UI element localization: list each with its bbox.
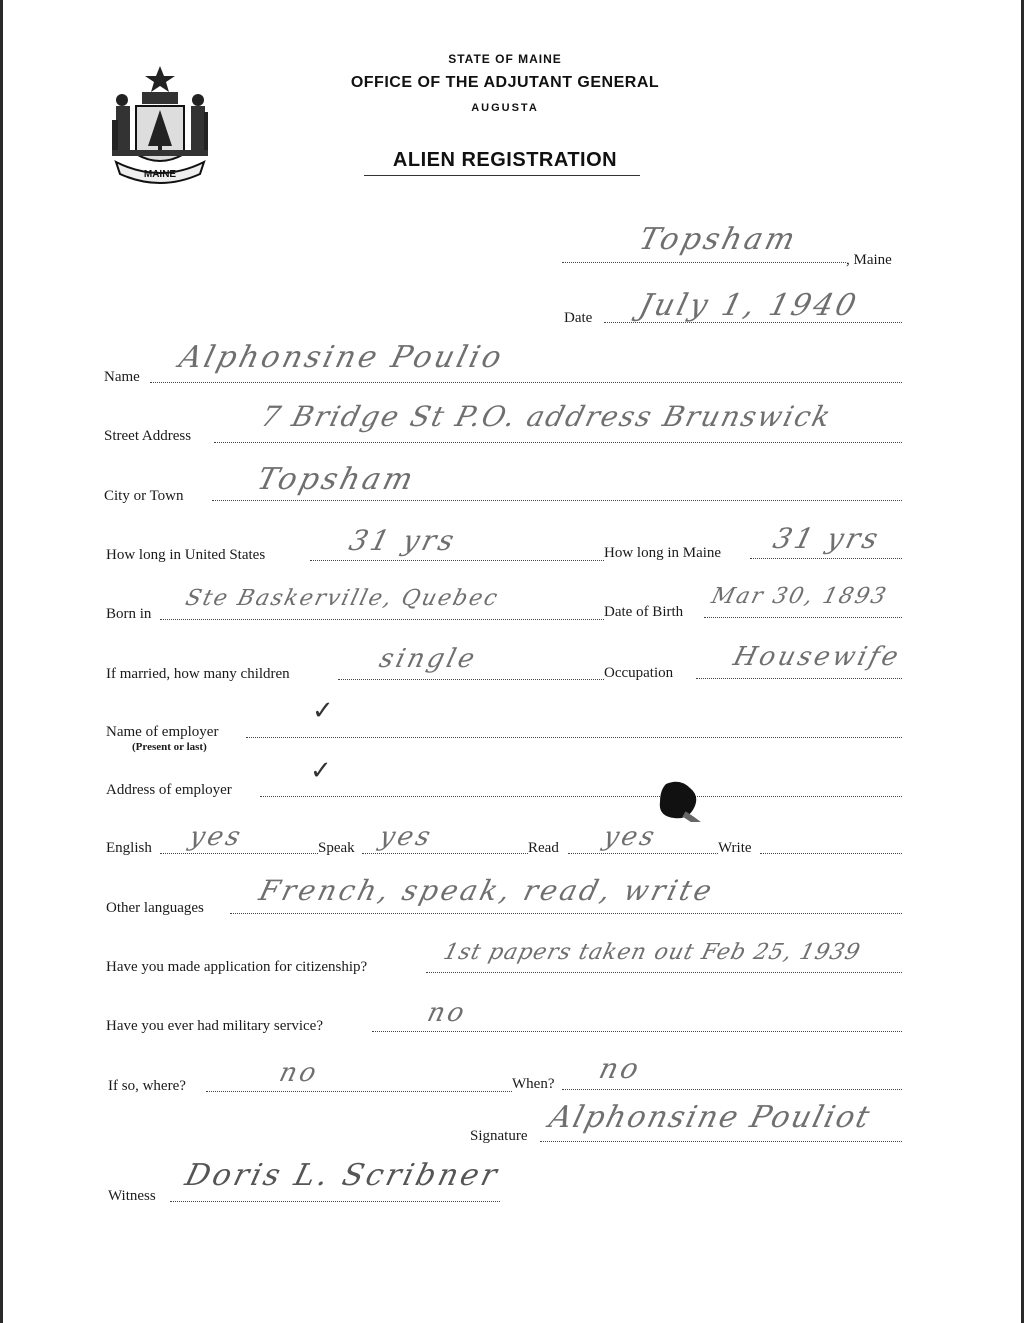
us-duration-value: 31 yrs — [345, 524, 461, 557]
birthplace-value: Ste Baskerville, Quebec — [182, 586, 502, 611]
other-languages-value: French, speak, read, write — [255, 874, 718, 907]
read-label: Read — [528, 840, 559, 856]
children-line — [338, 679, 604, 680]
date-label: Date — [564, 310, 593, 326]
dob-line — [704, 617, 902, 618]
where-value: no — [276, 1058, 323, 1088]
witness-line — [170, 1201, 500, 1202]
street-label: Street Address — [104, 428, 192, 444]
maine-duration-value: 31 yrs — [769, 522, 885, 555]
date-value: July 1, 1940 — [635, 288, 863, 323]
employer-address-check-mark: ✓ — [310, 756, 332, 786]
city-line — [212, 500, 902, 501]
state-heading: STATE OF MAINE — [448, 52, 562, 66]
us-duration-label: How long in United States — [106, 547, 266, 563]
street-line — [214, 442, 902, 443]
ink-blot — [654, 780, 702, 822]
write-label: Write — [718, 840, 752, 856]
english-line — [160, 853, 318, 854]
city-heading: AUGUSTA — [471, 102, 539, 114]
where-line — [206, 1091, 512, 1092]
dob-value: Mar 30, 1893 — [708, 584, 891, 609]
dob-label: Date of Birth — [604, 604, 684, 620]
us-duration-line — [310, 560, 604, 561]
other-languages-label: Other languages — [106, 900, 204, 916]
when-value: no — [595, 1052, 646, 1085]
city-value: Topsham — [253, 462, 420, 497]
children-label: If married, how many children — [106, 666, 290, 682]
speak-label: Speak — [318, 840, 355, 856]
english-label: English — [106, 840, 152, 856]
military-value: no — [424, 998, 471, 1028]
witness-label: Witness — [108, 1188, 156, 1204]
maine-state-seal — [102, 62, 218, 190]
employer-check-mark: ✓ — [312, 696, 334, 726]
street-value: 7 Bridge St P.O. address Brunswick — [257, 400, 836, 433]
name-value: Alphonsine Poulio — [175, 340, 508, 375]
military-label: Have you ever had military service? — [106, 1018, 323, 1034]
title-underline — [364, 175, 640, 176]
employer-sub-label: (Present or last) — [132, 741, 207, 753]
signature-line — [540, 1141, 902, 1142]
citizenship-line — [426, 972, 902, 973]
town-suffix: , Maine — [846, 252, 892, 268]
form-title: ALIEN REGISTRATION — [392, 149, 618, 171]
employer-address-label: Address of employer — [106, 782, 232, 798]
write-line — [760, 853, 902, 854]
when-label: When? — [512, 1076, 555, 1092]
birthplace-line — [160, 619, 604, 620]
read-value: yes — [600, 822, 661, 852]
city-label: City or Town — [104, 488, 184, 504]
seal-banner-text: MAINE — [143, 169, 177, 180]
office-heading: OFFICE OF THE ADJUTANT GENERAL — [350, 74, 660, 91]
children-value: single — [376, 644, 481, 674]
english-value: yes — [186, 822, 247, 852]
citizenship-value: 1st papers taken out Feb 25, 1939 — [440, 940, 864, 965]
speak-line — [362, 853, 528, 854]
speak-value: yes — [376, 822, 437, 852]
maine-duration-line — [750, 558, 902, 559]
town-value: Topsham — [635, 222, 802, 257]
occupation-value: Housewife — [730, 642, 905, 672]
town-line — [562, 262, 846, 263]
read-line — [568, 853, 718, 854]
military-line — [372, 1031, 902, 1032]
signature-value: Alphonsine Pouliot — [545, 1100, 875, 1135]
birthplace-label: Born in — [106, 606, 152, 622]
witness-value: Doris L. Scribner — [181, 1158, 504, 1193]
other-languages-line — [230, 913, 902, 914]
employer-address-line — [260, 796, 902, 797]
signature-label: Signature — [470, 1128, 528, 1144]
name-label: Name — [104, 369, 140, 385]
occupation-label: Occupation — [604, 665, 674, 681]
maine-duration-label: How long in Maine — [604, 545, 722, 561]
employer-label: Name of employer — [106, 724, 219, 740]
occupation-line — [696, 678, 902, 679]
name-line — [150, 382, 902, 383]
citizenship-label: Have you made application for citizenship? — [106, 959, 368, 975]
when-line — [562, 1089, 902, 1090]
where-label: If so, where? — [108, 1078, 186, 1094]
employer-line — [246, 737, 902, 738]
